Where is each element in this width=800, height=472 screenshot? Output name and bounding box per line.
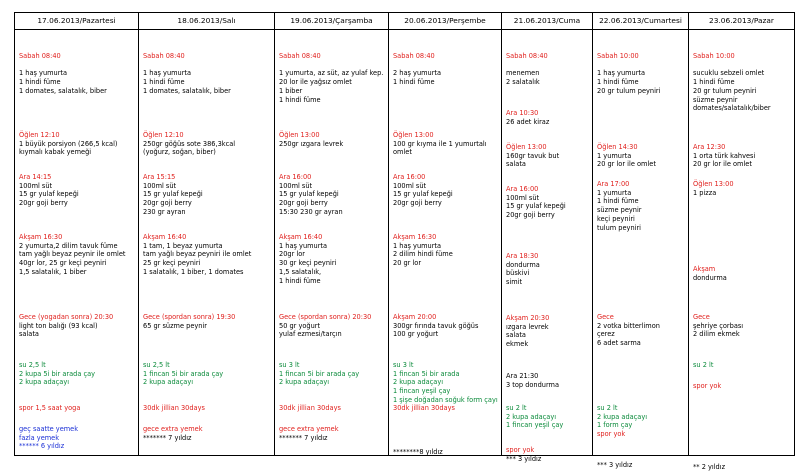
entry-block	[279, 233, 386, 285]
meal-time-label: Sabah 08:40	[279, 52, 321, 60]
entry-line: 2 kupa adaçayı	[143, 378, 194, 387]
entry-line: 1 hindi füme	[597, 78, 639, 87]
diet-log-table	[14, 12, 795, 471]
entry-line: ******* 7 yıldız	[279, 433, 328, 442]
meal-time-label: spor 1,5 saat yoga	[19, 404, 81, 412]
entry-line: 20 lor ile yağsız omlet	[279, 78, 352, 87]
day-header: 17.06.2013/Pazartesi	[15, 13, 138, 30]
meal-time-label: Akşam 16:30	[393, 233, 437, 241]
entry-line: tam yağlı beyaz peyniri ile omlet	[143, 250, 252, 259]
entry-line: 15:30 230 gr ayran	[279, 207, 343, 216]
meal-time-label: 30dk jillian 30days	[393, 404, 455, 412]
day-header: 19.06.2013/Çarşamba	[275, 13, 388, 30]
entry-line: 20 gr lor ile omlet	[693, 160, 752, 169]
entry-line	[19, 61, 136, 70]
day-header: 18.06.2013/Salı	[139, 13, 274, 30]
entry-line: 100ml süt	[19, 181, 53, 190]
entry-block	[19, 131, 136, 157]
day-header: 23.06.2013/Pazar	[689, 13, 794, 30]
entry-block	[506, 52, 590, 87]
meal-time-label: Öğlen 14:30	[597, 143, 638, 151]
day-header: 21.06.2013/Cuma	[502, 13, 592, 30]
day-column-5	[502, 13, 593, 463]
entry-block	[393, 448, 499, 457]
entry-line: 300gr fırında tavuk göğüs	[393, 321, 479, 330]
entry-line: 2 kupa adaçayı	[506, 412, 557, 421]
entry-line: 1 domates, salatalık, biber	[19, 86, 107, 95]
entry-line: 160gr tavuk but	[506, 151, 560, 160]
day-column-1	[15, 13, 139, 455]
meal-time-label: Ara 14:15	[19, 173, 52, 181]
entry-line: tam yağlı beyaz peynir ile omlet	[19, 250, 126, 259]
entry-line: 1 pizza	[693, 188, 717, 197]
entry-line: 1 domates, salatalık, biber	[143, 86, 231, 95]
entry-line: su 3 lt	[279, 361, 300, 369]
entry-line: ********8 yıldız	[393, 448, 443, 456]
entry-line: kıymalı kabak yemeği	[19, 148, 92, 157]
entry-line: su 2 lt	[506, 404, 527, 412]
entry-line	[279, 61, 386, 70]
meal-time-label: Akşam 16:30	[19, 233, 63, 241]
entry-line: 2 kupa adaçayı	[393, 378, 444, 387]
entry-block	[393, 361, 499, 405]
meal-time-label: Akşam 20:00	[393, 313, 437, 321]
entry-line: domates/salatalık/biber	[693, 104, 771, 113]
entry-line: 1 hindi füme	[279, 276, 321, 285]
entry-block	[506, 185, 590, 220]
entry-line: 20gr goji berry	[279, 199, 328, 208]
meal-time-label: gece extra yemek	[279, 425, 339, 433]
entry-line: 1 haş yumurta	[279, 241, 328, 250]
meal-time-label: Sabah 08:40	[19, 52, 61, 60]
meal-time-label: Akşam	[693, 265, 716, 273]
entry-block	[506, 314, 590, 349]
entry-line: 20 gr tulum peyniri	[693, 86, 757, 95]
entry-line: 2 kupa adaçayı	[279, 378, 330, 387]
entry-line: 15 gr yulaf kepeği	[506, 202, 566, 211]
entry-line: ****** 6 yıldız	[19, 442, 65, 451]
entry-line: 2 dilim ekmek	[693, 330, 740, 339]
entry-line: 50 gr yoğurt	[279, 321, 321, 330]
meal-time-label: 30dk jillian 30days	[143, 404, 205, 412]
entry-line: geç saatte yemek	[19, 425, 79, 433]
entry-line: 65 gr süzme peynir	[143, 321, 207, 330]
meal-time-label: Ara 17:00	[597, 180, 630, 188]
entry-block	[693, 265, 792, 282]
entry-line: 230 gr ayran	[143, 207, 186, 216]
entry-block	[693, 382, 792, 391]
entry-line: su 2 lt	[693, 361, 714, 369]
meal-time-label: Akşam 16:40	[279, 233, 323, 241]
entry-block	[597, 404, 686, 439]
entry-block	[19, 173, 136, 208]
entry-line	[143, 61, 272, 70]
entry-line: 1 hindi füme	[279, 95, 321, 104]
entry-block	[143, 313, 272, 330]
entry-block	[19, 52, 136, 96]
entry-line: 1 haş yumurta	[143, 69, 192, 78]
entry-block	[393, 131, 499, 157]
entry-block	[143, 404, 272, 413]
entry-block	[279, 173, 386, 217]
entry-line: 2 yumurta,2 dilim tavuk füme	[19, 241, 118, 250]
entry-line: keçi peyniri	[597, 214, 635, 223]
entry-line	[693, 61, 792, 70]
entry-line: fazla yemek	[19, 433, 60, 442]
entry-line: su 3 lt	[393, 361, 414, 369]
entry-block	[279, 425, 386, 442]
entry-block	[393, 313, 499, 339]
entry-block	[279, 313, 386, 339]
entry-block	[597, 52, 686, 96]
entry-line: simit	[506, 278, 523, 287]
entry-block	[506, 404, 590, 430]
entry-block	[393, 52, 499, 87]
meal-time-label: gece extra yemek	[143, 425, 203, 433]
meal-time-label: Ara 10:30	[506, 109, 539, 117]
entry-line: sucuklu sebzeli omlet	[693, 69, 765, 78]
entry-line: süzme peynir	[693, 95, 738, 104]
entry-line: 2 kupa 5i bir arada çay	[19, 369, 96, 378]
entry-line: 1 biber	[279, 86, 303, 95]
entry-line: 1 salatalık, 1 biber, 1 domates	[143, 267, 244, 276]
entry-line: 26 adet kiraz	[506, 117, 550, 126]
meal-time-label: Öğlen 12:10	[19, 131, 60, 139]
entry-line: 1 yumurta	[597, 188, 632, 197]
entry-line: 1 orta türk kahvesi	[693, 151, 756, 160]
entry-block	[506, 372, 590, 389]
entry-line: *** 3 yıldız	[597, 461, 633, 469]
entry-block	[693, 361, 792, 370]
entry-line: Ara 21:30	[506, 372, 539, 380]
day-column-3	[275, 13, 389, 455]
entry-line: 1 form çay	[597, 421, 633, 430]
entry-block	[393, 404, 499, 413]
entry-line: 1 yumurta	[597, 151, 632, 160]
entry-line: 1 yumurta, az süt, az yulaf kep.	[279, 69, 384, 78]
entry-line: 250gr göğüs sote 386,3kcal	[143, 139, 236, 148]
meal-time-label: Sabah 08:40	[506, 52, 548, 60]
entry-line: 2 votka bitterlimon	[597, 321, 660, 330]
entry-block	[506, 143, 590, 169]
meal-time-label: Ara 15:15	[143, 173, 176, 181]
entry-line: yulaf ezmesi/tarçın	[279, 330, 342, 339]
entry-line: omlet	[393, 148, 412, 157]
entry-line: büskivi	[506, 269, 530, 278]
entry-line: 1 hindi füme	[19, 78, 61, 87]
entry-block	[19, 313, 136, 339]
entry-line: 1 fincan 5i bir arada çay	[143, 369, 224, 378]
entry-line: ızgara levrek	[506, 322, 549, 331]
meal-time-label: Öğlen 13:00	[693, 180, 734, 188]
entry-line: 1,5 salatalık,	[279, 267, 322, 276]
entry-block	[506, 252, 590, 287]
entry-line: 100 gr yoğurt	[393, 330, 439, 339]
entry-line: şehriye çorbası	[693, 321, 744, 330]
entry-block	[279, 131, 386, 148]
entry-block	[506, 109, 590, 126]
entry-block	[597, 461, 686, 470]
entry-line: ekmek	[506, 340, 529, 349]
meal-time-label: Akşam 16:40	[143, 233, 187, 241]
meal-time-label: Ara 16:00	[393, 173, 426, 181]
meal-time-label: Sabah 08:40	[393, 52, 435, 60]
entry-line: 20gr goji berry	[393, 199, 442, 208]
entry-line: su 2,5 lt	[143, 361, 170, 369]
day-header: 20.06.2013/Perşembe	[389, 13, 501, 30]
entry-line: tulum peyniri	[597, 223, 641, 232]
entry-line: 2 kupa adaçayı	[19, 378, 70, 387]
entry-line: su 2 lt	[597, 404, 618, 412]
meal-time-label: Gece	[597, 313, 614, 321]
entry-line: 1 fincan yeşil çay	[506, 421, 564, 430]
day-column-2	[139, 13, 275, 455]
entry-line: 1 hindi füme	[597, 197, 639, 206]
entry-block	[597, 143, 686, 169]
entry-line: ** 2 yıldız	[693, 463, 726, 471]
entry-block	[393, 233, 499, 268]
meal-time-label: Sabah 10:00	[693, 52, 735, 60]
entry-block	[693, 52, 792, 113]
entry-block	[143, 361, 272, 387]
meal-time-label: Sabah 10:00	[597, 52, 639, 60]
entry-line: menemen	[506, 69, 540, 78]
entry-line: 1 fincan yeşil çay	[393, 387, 451, 396]
entry-line: 100ml süt	[143, 181, 177, 190]
meal-time-label: Öğlen 13:00	[506, 143, 547, 151]
entry-line: 1,5 salatalık, 1 biber	[19, 267, 87, 276]
entry-line: su 2,5 lt	[19, 361, 46, 369]
entry-line: süzme peynir	[597, 206, 642, 215]
entry-line: 25 gr keçi peyniri	[143, 259, 201, 268]
meal-time-label: Akşam 20:30	[506, 314, 550, 322]
entry-block	[597, 313, 686, 348]
entry-line: 15 gr yulaf kepeği	[393, 190, 453, 199]
entry-line: 1 hindi füme	[693, 78, 735, 87]
entry-line: 2 haş yumurta	[393, 69, 442, 78]
entry-line: salata	[19, 330, 39, 339]
entry-block	[693, 313, 792, 339]
entry-block	[19, 425, 136, 451]
entry-line: 6 adet sarma	[597, 339, 641, 348]
meal-time-label: Öğlen 12:10	[143, 131, 184, 139]
entry-block	[19, 361, 136, 387]
entry-line: 20gr goji berry	[506, 211, 555, 220]
entry-line: dondurma	[506, 260, 540, 269]
entry-block	[143, 131, 272, 157]
entry-line: 20gr goji berry	[19, 199, 68, 208]
entry-block	[693, 180, 792, 197]
entry-line: 1 hindi füme	[143, 78, 185, 87]
entry-block	[19, 233, 136, 277]
entry-line: 40gr lor, 25 gr keçi peyniri	[19, 259, 107, 268]
entry-line: 250gr ızgara levrek	[279, 139, 344, 148]
entry-line	[506, 61, 590, 70]
entry-line: 20 gr lor	[393, 259, 422, 268]
meal-time-label: spor yok	[693, 382, 722, 390]
entry-block	[143, 173, 272, 217]
entry-line: 20gr goji berry	[143, 199, 192, 208]
entry-block	[143, 52, 272, 96]
entry-line: 1 hindi füme	[393, 78, 435, 87]
entry-line: ******* 7 yıldız	[143, 433, 192, 442]
meal-time-label: Ara 18:30	[506, 252, 539, 260]
entry-line: 15 gr yulaf kepeği	[19, 190, 79, 199]
meal-time-label: Sabah 08:40	[143, 52, 185, 60]
entry-line: 3 top dondurma	[506, 380, 560, 389]
entry-block	[693, 143, 792, 169]
entry-line: spor yok	[597, 430, 626, 439]
day-column-4	[389, 13, 502, 455]
entry-line: 100ml süt	[506, 193, 540, 202]
meal-time-label: Ara 16:00	[506, 185, 539, 193]
entry-line: 30 gr keçi peyniri	[279, 259, 337, 268]
entry-line: salata	[506, 160, 526, 169]
meal-time-label: Gece	[693, 313, 710, 321]
meal-time-label: Öğlen 13:00	[279, 131, 320, 139]
entry-block	[693, 463, 792, 472]
entry-line: salata	[506, 331, 526, 340]
entry-line: 20gr lor	[279, 250, 305, 259]
entry-line: 20 gr tulum peyniri	[597, 86, 661, 95]
entry-line: dondurma	[693, 273, 727, 282]
entry-block	[143, 233, 272, 277]
day-column-7	[689, 13, 795, 471]
entry-block	[143, 425, 272, 442]
entry-line: 2 salatalık	[506, 78, 540, 87]
entry-block	[279, 361, 386, 387]
entry-line: 100ml süt	[393, 181, 427, 190]
entry-line: 1 tam, 1 beyaz yumurta	[143, 241, 223, 250]
day-column-6	[593, 13, 689, 469]
entry-line: 2 dilim hindi füme	[393, 250, 453, 259]
entry-line: 2 kupa adaçayı	[597, 412, 648, 421]
meal-time-label: Gece (spordan sonra) 20:30	[279, 313, 372, 321]
meal-time-label: Gece (yogadan sonra) 20:30	[19, 313, 114, 321]
entry-line	[597, 61, 686, 70]
entry-block	[279, 52, 386, 104]
meal-time-label: Ara 16:00	[279, 173, 312, 181]
entry-line: 1 fincan 5i bir arada çay	[279, 369, 360, 378]
entry-line: *** 3 yıldız	[506, 454, 542, 463]
entry-line: (yoğurz, soğan, biber)	[143, 148, 216, 157]
day-header: 22.06.2013/Cumartesi	[593, 13, 688, 30]
entry-line: çerez	[597, 330, 615, 339]
entry-line: 1 büyük porsiyon (266,5 kcal)	[19, 139, 118, 148]
entry-block	[393, 173, 499, 208]
entry-block	[279, 404, 386, 413]
entry-block	[597, 180, 686, 232]
entry-line: 1 fincan 5i bir arada	[393, 369, 460, 378]
entry-line: 100ml süt	[279, 181, 313, 190]
meal-time-label: spor yok	[506, 446, 535, 454]
entry-line: 1 haş yumurta	[393, 241, 442, 250]
meal-time-label: 30dk jillian 30days	[279, 404, 341, 412]
entry-block	[19, 404, 136, 413]
entry-line: 15 gr yulaf kepeği	[279, 190, 339, 199]
entry-line: 1 şişe doğadan soğuk form çayı	[393, 395, 498, 404]
meal-time-label: Ara 12:30	[693, 143, 726, 151]
entry-line: 15 gr yulaf kepeği	[143, 190, 203, 199]
entry-line: 100 gr kıyma ile 1 yumurtalı	[393, 139, 487, 148]
entry-line: light ton balığı (93 kcal)	[19, 321, 98, 330]
entry-line: 1 haş yumurta	[19, 69, 68, 78]
entry-line: 20 gr lor ile omlet	[597, 160, 656, 169]
entry-line: 1 haş yumurta	[597, 69, 646, 78]
entry-line	[393, 61, 499, 70]
entry-block	[506, 446, 590, 463]
meal-time-label: Gece (spordan sonra) 19:30	[143, 313, 236, 321]
meal-time-label: Öğlen 13:00	[393, 131, 434, 139]
